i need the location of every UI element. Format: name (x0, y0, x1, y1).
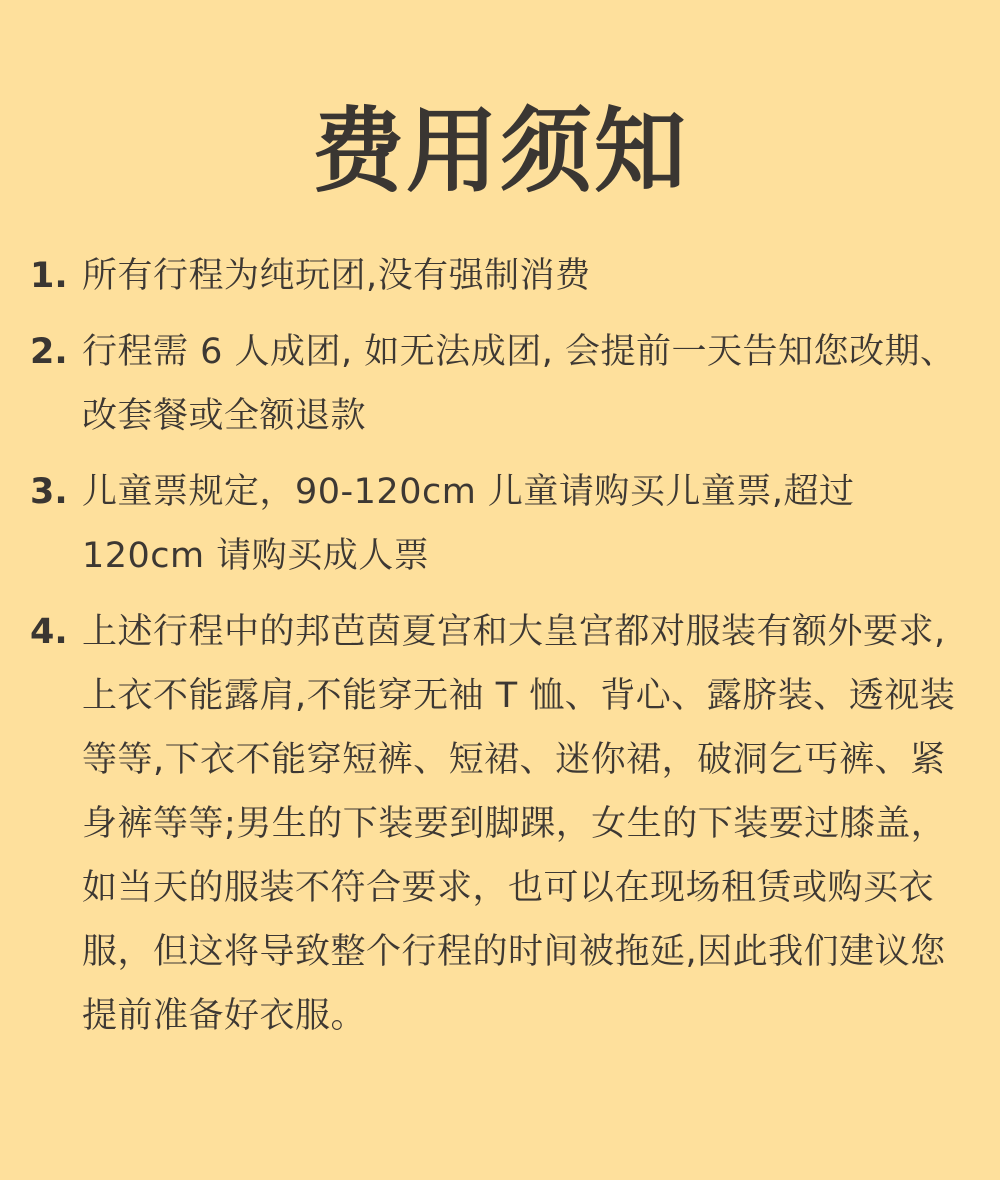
item-text: 所有行程为纯玩团,没有强制消费 (82, 256, 591, 296)
item-number: 4. (30, 612, 68, 652)
notice-item-1 (30, 244, 975, 308)
notice-item-4 (30, 600, 975, 1048)
item-text: 行程需 6 人成团, 如无法成团, 会提前一天告知您改期、改套餐或全额退款 (82, 332, 956, 436)
notice-item-3 (30, 460, 975, 588)
notice-list (30, 244, 975, 1060)
item-text: 儿童票规定，90-120cm 儿童请购买儿童票,超过 120cm 请购买成人票 (82, 472, 855, 576)
notice-item-2 (30, 320, 975, 448)
item-number: 2. (30, 332, 68, 372)
page-title: 费用须知 (311, 98, 688, 205)
item-number: 1. (30, 256, 68, 296)
item-number: 3. (30, 472, 68, 512)
item-text: 上述行程中的邦芭茵夏宫和大皇宫都对服装有额外要求,上衣不能露肩,不能穿无袖 T 恤、背心、露脐装、透视装等等,下衣不能穿短裤、短裙、迷你裙，破洞乞丐裤、紧身裤等等;男生的下装要到脚踝，女生的下装要过膝盖，如当天的服装不符合要求，也可以在现场租赁或购买衣服，但这将导致整个行程的时间被拖延,因此我们建议您提前准备好衣服。 (82, 612, 956, 1036)
